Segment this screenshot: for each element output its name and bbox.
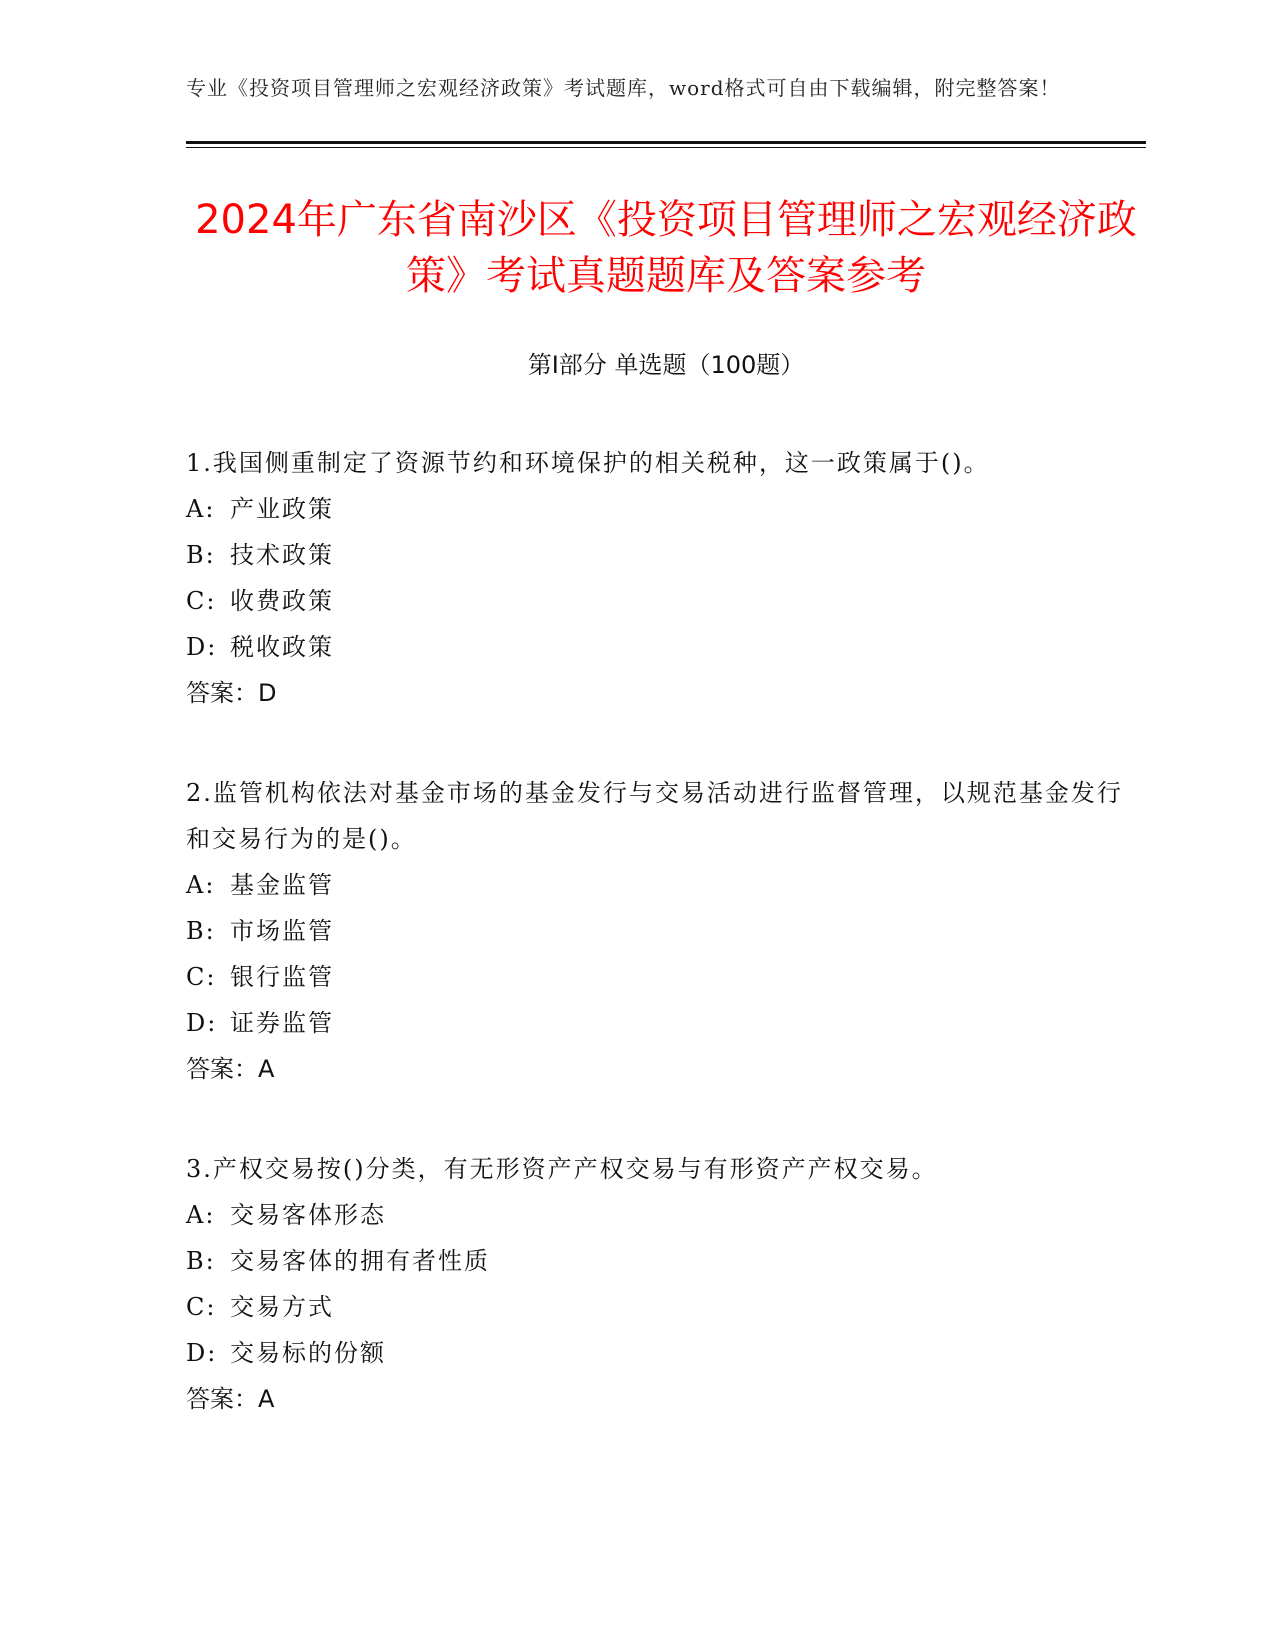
- option-text: 基金监管: [230, 871, 334, 899]
- option-letter: D:: [186, 1009, 218, 1037]
- option-a: [186, 1192, 1146, 1238]
- option-letter: B:: [186, 1247, 216, 1275]
- option-text: 交易标的份额: [230, 1339, 386, 1367]
- question-text: 3.产权交易按()分类，有无形资产产权交易与有形资产产权交易。: [186, 1155, 938, 1183]
- option-a: [186, 862, 1146, 908]
- header-note: 专业《投资项目管理师之宏观经济政策》考试题库，word格式可自由下载编辑，附完整答案！: [186, 76, 1061, 100]
- option-letter: A:: [186, 871, 216, 899]
- option-text: 产业政策: [230, 495, 334, 523]
- option-text: 交易客体的拥有者性质: [230, 1247, 490, 1275]
- question-2: [186, 770, 1146, 1092]
- divider-thick: [186, 141, 1146, 144]
- answer-label: 答案：: [186, 1385, 258, 1413]
- answer-value: A: [258, 1385, 275, 1413]
- option-letter: D:: [186, 633, 218, 661]
- option-d: [186, 1330, 1146, 1376]
- option-letter: B:: [186, 541, 216, 569]
- question-3: [186, 1146, 1146, 1422]
- section-title: 第I部分 单选题（100题）: [527, 351, 805, 379]
- question-text: 1.我国侧重制定了资源节约和环境保护的相关税种，这一政策属于()。: [186, 449, 990, 477]
- question-list: [186, 440, 1146, 1422]
- option-c: [186, 578, 1146, 624]
- option-text: 银行监管: [230, 963, 334, 991]
- document-title: 2024年广东省南沙区《投资项目管理师之宏观经济政策》考试真题题库及答案参考: [195, 197, 1137, 299]
- question-1: [186, 440, 1146, 716]
- answer-label: 答案：: [186, 679, 258, 707]
- option-text: 交易方式: [230, 1293, 334, 1321]
- answer-value: A: [258, 1055, 275, 1083]
- answer-line: [186, 670, 1146, 716]
- option-text: 税收政策: [230, 633, 334, 661]
- answer-line: [186, 1376, 1146, 1422]
- answer-line: [186, 1046, 1146, 1092]
- option-d: [186, 1000, 1146, 1046]
- option-text: 技术政策: [230, 541, 334, 569]
- option-b: [186, 908, 1146, 954]
- option-c: [186, 954, 1146, 1000]
- option-b: [186, 532, 1146, 578]
- option-letter: A:: [186, 495, 216, 523]
- option-b: [186, 1238, 1146, 1284]
- option-letter: D:: [186, 1339, 218, 1367]
- option-c: [186, 1284, 1146, 1330]
- option-letter: C:: [186, 963, 217, 991]
- option-letter: A:: [186, 1201, 216, 1229]
- header-divider: [186, 141, 1146, 148]
- answer-label: 答案：: [186, 1055, 258, 1083]
- option-a: [186, 486, 1146, 532]
- answer-value: D: [258, 679, 277, 707]
- question-text: 2.监管机构依法对基金市场的基金发行与交易活动进行监督管理，以规范基金发行和交易行为的是()。: [186, 779, 1123, 853]
- option-letter: C:: [186, 587, 217, 615]
- option-letter: B:: [186, 917, 216, 945]
- option-letter: C:: [186, 1293, 217, 1321]
- divider-thin: [186, 147, 1146, 148]
- option-text: 证券监管: [230, 1009, 334, 1037]
- document-page: [186, 72, 1146, 1422]
- option-text: 收费政策: [230, 587, 334, 615]
- option-text: 市场监管: [230, 917, 334, 945]
- option-d: [186, 624, 1146, 670]
- option-text: 交易客体形态: [230, 1201, 386, 1229]
